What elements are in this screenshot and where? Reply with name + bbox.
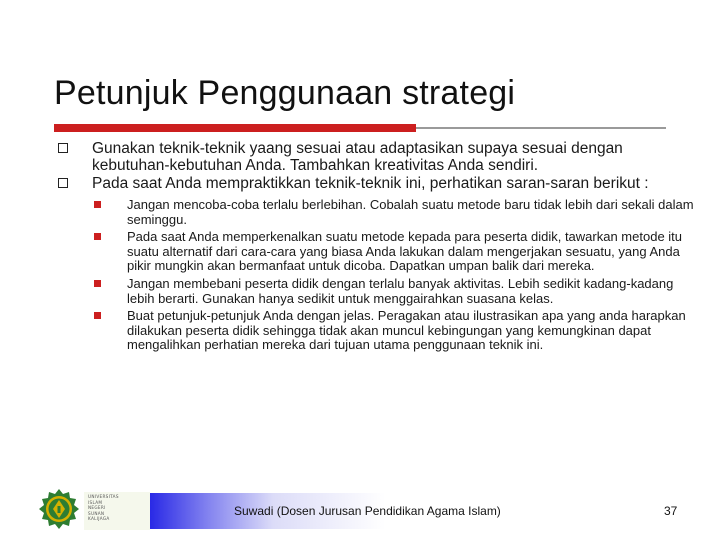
sub-bullet-text: Jangan membebani peserta didik dengan terlalu banyak aktivitas. Lebih sedikit kadang-kadang lebih berarti. Gunakan hanya sedikit untuk menggairahkan suasana kelas.	[127, 275, 674, 306]
university-name-block	[84, 492, 150, 530]
bullet-item	[56, 140, 696, 174]
slide-title: Petunjuk Penggunaan strategi	[54, 74, 516, 112]
title-underline-red	[54, 124, 416, 132]
bullet-item	[56, 175, 696, 192]
sub-bullet-item	[92, 230, 696, 274]
hollow-square-bullet-icon	[58, 143, 68, 153]
sub-bullet-text: Buat petunjuk-petunjuk Anda dengan jelas. Peragakan atau ilustrasikan apa yang anda harapkan dilakukan peserta didik sehingga tidak akan muncul kebingungan yang kemungkinan dapat mengalihkan perhatian mereka dari tujuan utama penggunaan teknik ini.	[127, 308, 686, 353]
bullet-text: Gunakan teknik-teknik yaang sesuai atau adaptasikan supaya sesuai dengan kebutuhan-kebutuhan Anda. Tambahkan kreativitas Anda sendiri.	[92, 140, 623, 174]
university-name-line: UNIVERSITAS	[88, 494, 119, 499]
university-name-line: NEGERI	[88, 505, 106, 511]
sub-bullet-list	[92, 198, 696, 353]
bullet-list	[56, 140, 696, 356]
sub-bullet-item	[92, 309, 696, 353]
red-square-bullet-icon	[94, 312, 101, 319]
university-name-line: ISLAM	[88, 499, 103, 505]
title-underline	[54, 124, 666, 132]
red-square-bullet-icon	[94, 280, 101, 287]
sub-bullet-text: Pada saat Anda memperkenalkan suatu metode kepada para peserta didik, tawarkan metode itu suatu alternatif dari cara-cara yang biasa Anda lakukan dalam mengerjakan sesuatu, yang Anda pikir mungkin akan bermanfaat untuk dicoba. Dapatkan umpan balik dari mereka.	[127, 229, 683, 274]
footer-credit: Suwadi (Dosen Jurusan Pendidikan Agama Islam)	[234, 504, 501, 518]
title-underline-gray	[416, 127, 666, 129]
hollow-square-bullet-icon	[58, 178, 68, 188]
red-square-bullet-icon	[94, 201, 101, 208]
sub-bullet-text: Jangan mencoba-coba terlalu berlebihan. Cobalah suatu metode baru tidak lebih dari sekali dalam seminggu.	[127, 197, 694, 227]
sub-bullet-item	[92, 198, 696, 227]
page-number: 37	[664, 504, 678, 518]
sub-bullet-item	[92, 277, 696, 306]
red-square-bullet-icon	[94, 233, 101, 240]
university-logo-icon	[38, 488, 80, 530]
university-name-line: SUNAN	[88, 510, 105, 516]
bullet-text: Pada saat Anda mempraktikkan teknik-teknik ini, perhatikan saran-saran berikut :	[92, 175, 649, 192]
university-name-line: KALIJAGA	[88, 516, 110, 522]
